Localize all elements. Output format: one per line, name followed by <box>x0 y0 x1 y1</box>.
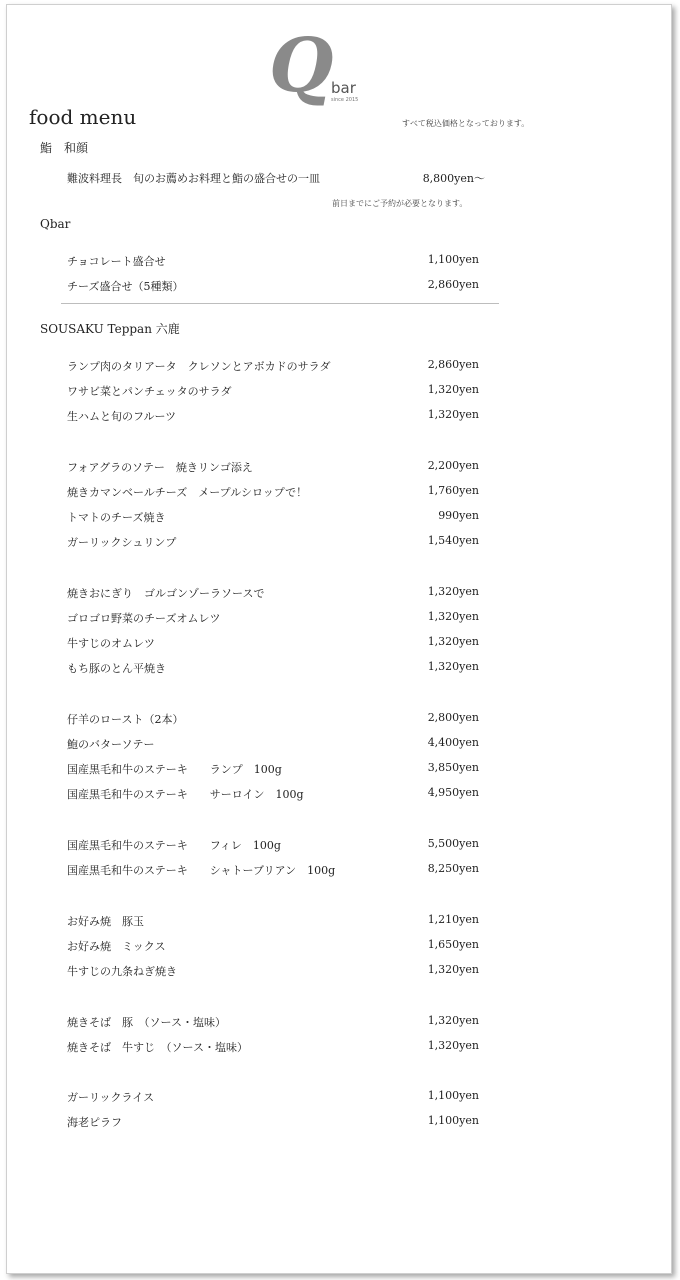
menu-item-name: 国産黒毛和牛のステーキ サーロイン 100g <box>67 788 304 801</box>
reservation-note: 前日までにご予約が必要となります。 <box>332 199 468 208</box>
menu-item-price: 1,320yen <box>427 963 479 976</box>
logo-letter: Q <box>269 23 332 109</box>
menu-item-name: 牛すじの九条ねぎ焼き <box>67 965 177 978</box>
menu-item-name: 焼きおにぎり ゴルゴンゾーラソースで <box>67 587 265 600</box>
menu-item-name: 国産黒毛和牛のステーキ ランプ 100g <box>67 763 282 776</box>
menu-item-name: もち豚のとん平焼き <box>67 662 166 675</box>
menu-item-price: 1,320yen <box>427 635 479 648</box>
menu-item-name: 難波料理長 旬のお薦めお料理と鮨の盛合せの一皿 <box>67 172 320 185</box>
menu-item-price: 1,320yen <box>427 1039 479 1052</box>
menu-item-name: 生ハムと旬のフルーツ <box>67 410 177 423</box>
menu-item-price: 2,200yen <box>427 459 479 472</box>
logo-text: bar <box>331 79 356 97</box>
menu-item-price: 2,860yen <box>427 278 479 291</box>
menu-item-name: 国産黒毛和牛のステーキ フィレ 100g <box>67 839 281 852</box>
menu-item-price: 1,210yen <box>427 913 479 926</box>
menu-item-price: 8,800yen〜 <box>422 172 485 185</box>
menu-item-name: チョコレート盛合せ <box>67 255 166 268</box>
menu-item-name: お好み焼 豚玉 <box>67 915 144 928</box>
menu-item-price: 1,100yen <box>427 253 479 266</box>
tax-note: すべて税込価格となっております。 <box>402 119 530 128</box>
menu-item-price: 990yen <box>438 509 479 522</box>
menu-item-price: 1,320yen <box>427 585 479 598</box>
menu-item-name: チーズ盛合せ（5種類） <box>67 280 184 293</box>
menu-item-price: 4,950yen <box>427 786 479 799</box>
logo-subtext: since 2015 <box>331 97 359 103</box>
menu-item-price: 3,850yen <box>427 761 479 774</box>
menu-item-price: 1,100yen <box>427 1089 479 1102</box>
page-title: food menu <box>29 105 137 129</box>
menu-item-name: 鮑のバターソテー <box>67 738 155 751</box>
menu-item-price: 2,860yen <box>427 358 479 371</box>
menu-item-name: 焼きそば 豚 （ソース・塩味） <box>67 1016 226 1029</box>
menu-item-price: 1,320yen <box>427 383 479 396</box>
qbar-logo <box>269 23 359 109</box>
menu-item-name: フォアグラのソテー 焼きリンゴ添え <box>67 461 253 474</box>
menu-item-price: 1,320yen <box>427 660 479 673</box>
section-title-sushi: 鮨 和顔 <box>40 141 89 155</box>
menu-item-name: 国産黒毛和牛のステーキ シャトーブリアン 100g <box>67 864 336 877</box>
menu-item-name: ランプ肉のタリアータ クレソンとアボカドのサラダ <box>67 360 331 373</box>
menu-item-name: ゴロゴロ野菜のチーズオムレツ <box>67 612 221 625</box>
section-divider <box>61 303 499 304</box>
menu-item-price: 1,760yen <box>427 484 479 497</box>
menu-item-name: 焼きそば 牛すじ （ソース・塩味） <box>67 1041 248 1054</box>
menu-item-price: 1,540yen <box>427 534 479 547</box>
section-title-teppan: SOUSAKU Teppan 六鹿 <box>40 322 180 336</box>
menu-item-price: 5,500yen <box>427 837 479 850</box>
menu-item-price: 1,100yen <box>427 1114 479 1127</box>
menu-page <box>6 4 672 1274</box>
menu-item-name: 海老ピラフ <box>67 1116 122 1129</box>
menu-item-price: 8,250yen <box>427 862 479 875</box>
menu-item-name: 焼きカマンベールチーズ メープルシロップで！ <box>67 486 308 499</box>
menu-item-price: 1,320yen <box>427 408 479 421</box>
menu-item-name: トマトのチーズ焼き <box>67 511 166 524</box>
menu-item-price: 1,650yen <box>427 938 479 951</box>
menu-item-price: 4,400yen <box>427 736 479 749</box>
menu-item-price: 2,800yen <box>427 711 479 724</box>
menu-item-name: お好み焼 ミックス <box>67 940 166 953</box>
menu-item-name: ワサビ菜とパンチェッタのサラダ <box>67 385 232 398</box>
section-title-qbar: Qbar <box>40 217 71 231</box>
menu-item-name: ガーリックライス <box>67 1091 155 1104</box>
menu-item-price: 1,320yen <box>427 1014 479 1027</box>
menu-item-price: 1,320yen <box>427 610 479 623</box>
menu-item-name: 仔羊のロースト（2本） <box>67 713 184 726</box>
menu-item-name: ガーリックシュリンプ <box>67 536 177 549</box>
menu-item-name: 牛すじのオムレツ <box>67 637 155 650</box>
